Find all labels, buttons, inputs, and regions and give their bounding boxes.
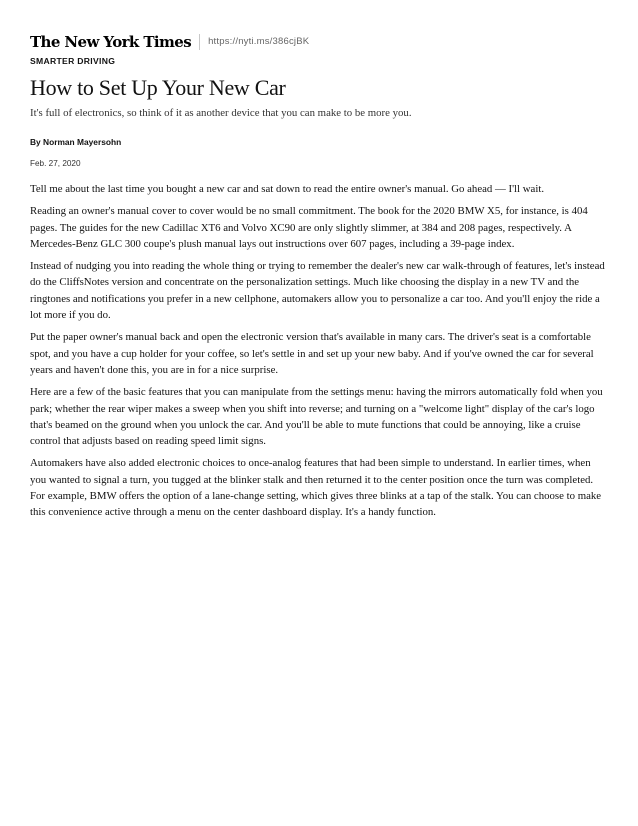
paragraph: Put the paper owner's manual back and open the electronic version that's available in many cars. The driver's seat is a comfortable spot, and you have a cup holder for your coffee, so let's settle in and set up your new baby. And if you've owned the car for several years and haven't done this, you are in for a nice surprise. [30,331,594,376]
byline: By Norman Mayersohn [30,137,122,147]
nyt-logo[interactable]: The New York Times [30,33,192,51]
paragraph: Tell me about the last time you bought a new car and sat down to read the entire owner's manual. Go ahead — I'll wait. [30,183,545,195]
publish-date: Feb. 27, 2020 [30,159,81,168]
paragraph: Here are a few of the basic features that you can manipulate from the settings menu: having the mirrors automatically fold when you park; whether the rear wiper makes a sweep when you shift into reverse; and turning on a "welcome light" display of the car's logo that's beamed on the ground when you unlock the car. And you'll be able to mute functions that could be annoying, like a cruise control that adjusts based on reading speed limit signs. [30,386,603,448]
short-link[interactable]: https://nyti.ms/386cjBK [208,36,310,47]
article-summary: It's full of electronics, so think of it as another device that you can make to be more you. [30,107,412,119]
paragraph: Automakers have also added electronic choices to once-analog features that had been simple to understand. In earlier times, when you wanted to signal a turn, you tugged at the blinker stalk and then returned it to the center position once the turn was completed. For example, BMW offers the option of a lane-change setting, which gives three blinks at a tap of the stalk. You can choose to make this convenience active through a menu on the center dashboard display. It's a handy function. [30,457,602,519]
masthead-divider [199,34,200,50]
paragraph: Reading an owner's manual cover to cover would be no small commitment. The book for the 2020 BMW X5, for instance, is 404 pages. The guides for the new Cadillac XT6 and Volvo XC90 are only slightly slimmer, at 384 and 208 pages, respectively. A Mercedes-Benz GLC 300 coupe's plush manual lays out instructions over 607 pages, including a 39-page index. [30,205,588,250]
article-body [30,181,606,521]
headline: How to Set Up Your New Car [30,75,286,100]
paragraph: Instead of nudging you into reading the whole thing or trying to remember the dealer's new car walk-through of features, let's instead do the CliffsNotes version and concentrate on the personalization settings. Much like choosing the display in a new TV and the ringtones and notifications you prefer in a new cellphone, automakers allow you to personalize a car too. And you'll enjoy the ride a lot more if you do. [30,260,605,322]
section-label[interactable]: SMARTER DRIVING [30,56,116,66]
masthead [30,34,606,50]
